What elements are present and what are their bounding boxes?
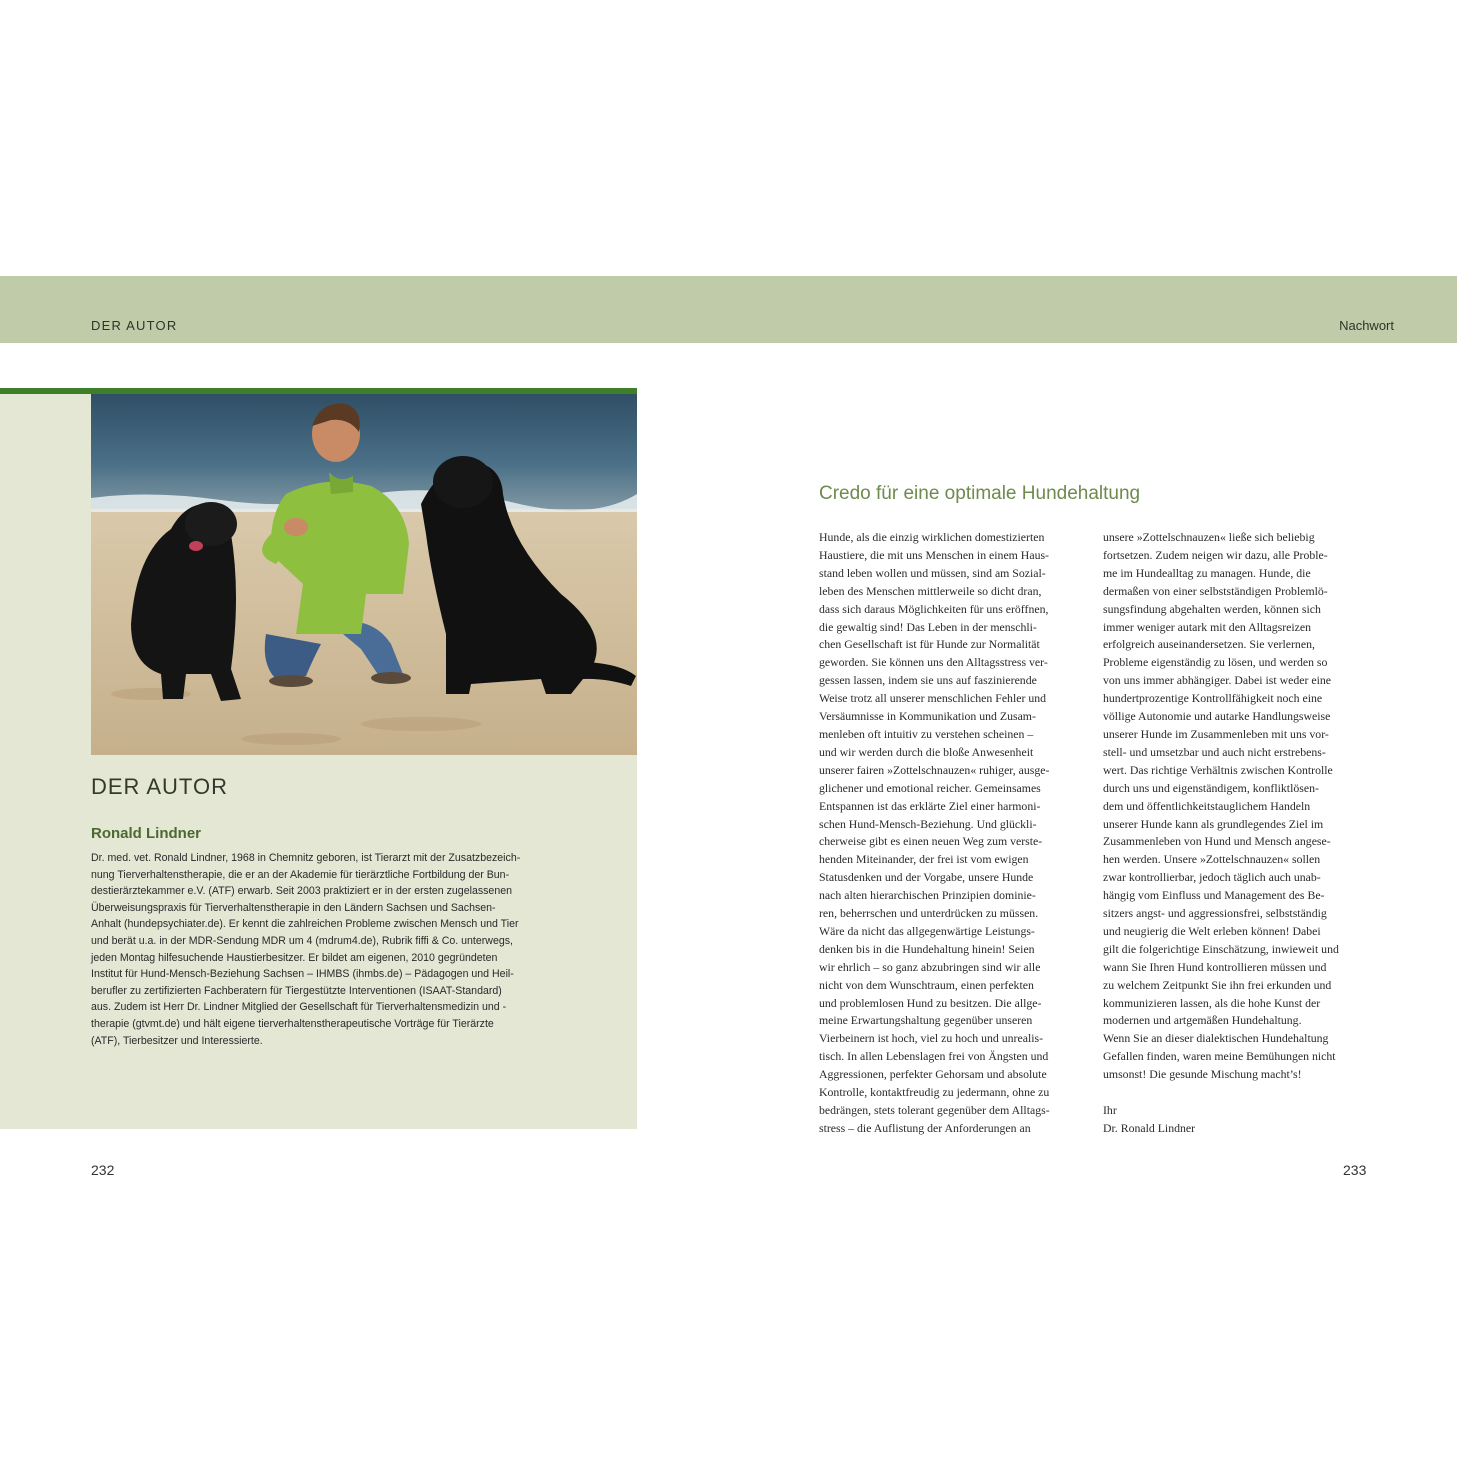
text-line: glichener und emotional reicher. Gemeinsames [819, 780, 1041, 795]
text-line: immer weniger autark mit den Alltagsreizen [1103, 619, 1312, 634]
text-line: die gewaltig sind! Das Leben in der menschli- [819, 619, 1037, 634]
bio-line: aus. Zudem ist Herr Dr. Lindner Mitglied der Gesellschaft für Tierverhaltensmedizin und - [91, 1001, 507, 1014]
text-line: hängig vom Einfluss und Management des Be- [1103, 888, 1325, 903]
text-line: hen werden. Unsere »Zottelschnauzen« sollen [1103, 852, 1321, 867]
text-line: stell- und umsetzbar und auch nicht erstrebens- [1103, 744, 1326, 759]
text-line: Gefallen finden, waren meine Bemühungen nicht [1103, 1049, 1336, 1064]
text-line: unserer Hunde kann als grundlegendes Ziel im [1103, 816, 1324, 831]
text-line: Hunde, als die einzig wirklichen domestizierten [819, 530, 1045, 544]
text-line: ren, beherrschen und unterdrücken zu müssen. [819, 906, 1039, 921]
text-line: Wenn Sie an dieser dialektischen Hundehaltung [1103, 1031, 1329, 1046]
bio-line: nung Tierverhaltenstherapie, die er an der Akademie für tierärztliche Fortbildung der Bun- [91, 868, 510, 881]
text-line: stress – die Auflistung der Anforderungen an [819, 1120, 1031, 1135]
running-header-left: DER AUTOR [91, 318, 178, 333]
text-line: dermaßen von einer selbstständigen Problemlö- [1103, 583, 1328, 598]
text-line: Statusdenken und der Vorgabe, unsere Hunde [819, 870, 1034, 885]
text-line: denken bis in die Hundehaltung hinein! Seien [819, 941, 1035, 956]
signoff-name: Dr. Ronald Lindner [1103, 1120, 1196, 1135]
text-line: wir ehrlich – so ganz abzubringen sind wir alle [819, 959, 1041, 974]
credo-column-1 [819, 529, 1084, 1138]
text-line: und wir werden durch die bloße Anwesenheit [819, 744, 1034, 759]
text-line: sitzers angst- und aggressionsfrei, selbstständig [1103, 906, 1327, 921]
text-line: modernen und artgemäßen Hundehaltung. [1103, 1013, 1302, 1028]
page-number-right: 233 [1343, 1162, 1367, 1178]
text-line: chen Gesellschaft ist für Hunde zur Normalität [819, 637, 1040, 652]
text-line: geworden. Sie können uns den Alltagsstress ver- [819, 655, 1048, 670]
bio-line: Anhalt (hundepsychiater.de). Er kennt die zahlreichen Probleme zwischen Mensch und Tier [91, 918, 519, 931]
text-line: gessen lassen, indem sie uns auf faszinierende [819, 673, 1037, 688]
text-line: und problemlosen Hund zu besitzen. Die allge- [819, 995, 1042, 1010]
bio-line: therapie (gtvmt.de) und hält eigene tierverhaltenstherapeutische Vorträge für Tierärzte [91, 1017, 494, 1030]
text-line: henden Miteinander, der frei ist vom ewigen [819, 852, 1029, 867]
text-line: Entspannen ist das erklärte Ziel einer harmoni- [819, 798, 1041, 813]
text-line: unsere »Zottelschnauzen« ließe sich beliebig [1103, 530, 1315, 544]
bio-line: berufler zu zertifizierten Fachberatern für Tiergestützte Interventionen (ISAAT-Standard) [91, 984, 502, 997]
paragraph-gap [1103, 1084, 1368, 1102]
author-bio [91, 850, 543, 1049]
text-line: sungsfindung abgehalten werden, können sich [1103, 601, 1321, 616]
text-line: umsonst! Die gesunde Mischung macht’s! [1103, 1067, 1302, 1082]
bio-line: Institut für Hund-Mensch-Beziehung Sachsen – IHMBS (ihmbs.de) – Pädagogen und Heil- [91, 968, 514, 981]
text-line: wann Sie Ihren Hund kontrollieren müssen und [1103, 959, 1327, 974]
text-line: kommunizieren lassen, als die hohe Kunst der [1103, 995, 1321, 1010]
text-line: Haustiere, die mit uns Menschen in einem Haus- [819, 547, 1049, 562]
text-line: Weise trotz all unserer menschlichen Fehler und [819, 691, 1047, 706]
bio-line: Überweisungspraxis für Tierverhaltenstherapie in den Ländern Sachsen und Sachsen- [91, 901, 496, 914]
text-line: nicht von dem Wunschtraum, einen perfekten [819, 977, 1034, 992]
text-line: bedrängen, stets tolerant gegenüber dem Alltags- [819, 1103, 1050, 1117]
text-line: gilt die folgerichtige Einschätzung, inwieweit und [1103, 941, 1339, 956]
text-line: dass sich daraus Möglichkeiten für uns eröffnen, [819, 601, 1049, 616]
running-header-right: Nachwort [1339, 318, 1394, 333]
text-line: erfolgreich auseinandersetzen. Sie verlernen, [1103, 637, 1315, 652]
text-line: Kontrolle, kontaktfreudig zu jedermann, ohne zu [819, 1085, 1050, 1100]
page-number-left: 232 [91, 1162, 115, 1178]
credo-title: Credo für eine optimale Hundehaltung [819, 483, 1141, 504]
bio-line: destierärztekammer e.V. (ATF) erwarb. Seit 2003 praktiziert er in der ersten zugelassenen [91, 885, 512, 898]
bio-line: (ATF), Tierbesitzer und Interessierte. [91, 1034, 263, 1047]
signoff-greeting: Ihr [1103, 1102, 1117, 1117]
author-heading: DER AUTOR [91, 774, 228, 799]
text-line: zwar kontrollierbar, jedoch täglich auch unab- [1103, 870, 1321, 885]
text-line: meine Erwartungshaltung gegenüber unseren [819, 1013, 1033, 1028]
text-line: dem und öffentlichkeitstauglichem Handeln [1103, 798, 1311, 813]
text-line: tisch. In allen Lebenslagen frei von Ängsten und [819, 1049, 1049, 1064]
text-line: fortsetzen. Zudem neigen wir dazu, alle Proble- [1103, 547, 1328, 562]
running-header-band [0, 276, 1457, 343]
text-line: Zusammenleben von Hund und Mensch angese- [1103, 834, 1331, 849]
text-line: Probleme eigenständig zu lösen, und werden so [1103, 655, 1328, 670]
text-line: leben des Menschen mittlerweile so dicht dran, [819, 583, 1042, 598]
text-line: schen Hund-Mensch-Beziehung. Und glückli- [819, 816, 1037, 831]
bio-line: jeden Montag hilfesuchende Haustierbesitzer. Er bildet am eigenen, 2010 gegründeten [91, 951, 498, 964]
text-line: zu welchem Zeitpunkt Sie ihn frei erkunden und [1103, 977, 1332, 992]
text-line: Vierbeinern ist hoch, viel zu hoch und unrealis- [819, 1031, 1044, 1046]
text-line: menleben oft intuitiv zu verstehen scheinen – [819, 726, 1034, 741]
text-line: Wäre da nicht das allgegenwärtige Leistungs- [819, 923, 1035, 938]
text-line: unserer Hunde im Zusammenleben mit uns vor- [1103, 726, 1329, 741]
text-line: völlige Autonomie und autarke Handlungsweise [1103, 709, 1331, 724]
text-line: cherweise gibt es einen neuen Weg zum verste- [819, 834, 1043, 849]
text-line: Aggressionen, perfekter Gehorsam und absolute [819, 1067, 1047, 1082]
author-name: Ronald Lindner [91, 825, 201, 842]
text-line: Versäumnisse in Kommunikation und Zusam- [819, 709, 1036, 724]
bio-line: und berät u.a. in der MDR-Sendung MDR um 4 (mdrum4.de), Rubrik fiffi & Co. unterwegs, [91, 934, 513, 947]
text-line: me im Hundealltag zu managen. Hunde, die [1103, 565, 1311, 580]
text-line: stand leben wollen und müssen, sind am Sozial- [819, 565, 1046, 580]
author-photo [91, 394, 637, 755]
credo-column-2 [1103, 529, 1368, 1138]
author-photo-image [91, 394, 637, 755]
text-line: unserer fairen »Zottelschnauzen« ruhiger, ausge- [819, 762, 1050, 777]
text-line: von uns immer abhängiger. Dabei ist weder eine [1103, 673, 1332, 688]
text-line: wert. Das richtige Verhältnis zwischen Kontrolle [1103, 762, 1333, 777]
bio-line: Dr. med. vet. Ronald Lindner, 1968 in Chemnitz geboren, ist Tierarzt mit der Zusatzbezeich- [91, 852, 521, 864]
text-line: hundertprozentige Kontrollfähigkeit noch eine [1103, 691, 1323, 706]
text-line: nach alten hierarchischen Prinzipien dominie- [819, 888, 1036, 903]
text-line: und neugierig die Welt erleben können! Dabei [1103, 923, 1321, 938]
text-line: durch uns und eigenständigem, konfliktlösen- [1103, 780, 1319, 795]
